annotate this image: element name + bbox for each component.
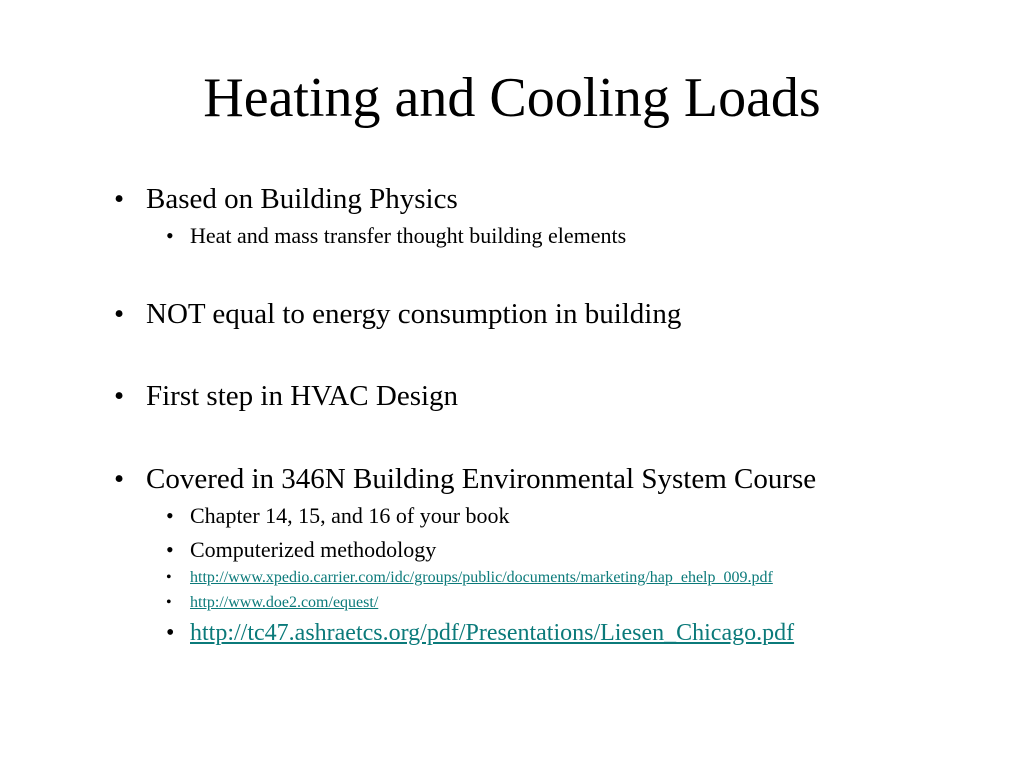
bullet-dot: • bbox=[166, 503, 174, 528]
sub-bullet-item bbox=[166, 222, 626, 250]
doe2-equest-link[interactable]: http://www.doe2.com/equest/ bbox=[190, 594, 379, 611]
bullet-text: First step in HVAC Design bbox=[146, 380, 459, 412]
bullet-item bbox=[114, 378, 458, 414]
bullet-item bbox=[114, 181, 458, 217]
sub-bullet-item bbox=[166, 618, 794, 648]
sub-bullet-item bbox=[166, 536, 436, 564]
sub-bullet-text: Computerized methodology bbox=[190, 537, 437, 562]
bullet-text: NOT equal to energy consumption in building bbox=[146, 298, 682, 330]
bullet-item bbox=[114, 461, 816, 497]
sub-bullet-item bbox=[166, 502, 510, 530]
bullet-dot: • bbox=[166, 223, 174, 248]
bullet-dot: • bbox=[166, 594, 172, 611]
bullet-dot: • bbox=[114, 380, 125, 412]
bullet-dot: • bbox=[114, 298, 125, 330]
carrier-hap-link[interactable]: http://www.xpedio.carrier.com/idc/groups/public/documents/marketing/hap_ehelp_009.pdf bbox=[190, 569, 773, 586]
sub-bullet-text: Chapter 14, 15, and 16 of your book bbox=[190, 503, 510, 528]
slide-title: Heating and Cooling Loads bbox=[203, 67, 821, 129]
bullet-dot: • bbox=[114, 183, 125, 215]
bullet-text: Covered in 346N Building Environmental System Course bbox=[146, 463, 817, 495]
bullet-dot: • bbox=[166, 620, 175, 646]
bullet-item bbox=[114, 296, 681, 332]
bullet-text: Based on Building Physics bbox=[146, 183, 458, 215]
bullet-dot: • bbox=[166, 569, 172, 586]
sub-bullet-item bbox=[166, 593, 378, 613]
sub-bullet-item bbox=[166, 568, 773, 588]
sub-bullet-text: Heat and mass transfer thought building elements bbox=[190, 223, 627, 248]
bullet-dot: • bbox=[114, 463, 125, 495]
bullet-dot: • bbox=[166, 537, 174, 562]
ashrae-liesen-link[interactable]: http://tc47.ashraetcs.org/pdf/Presentations/Liesen_Chicago.pdf bbox=[190, 620, 795, 646]
